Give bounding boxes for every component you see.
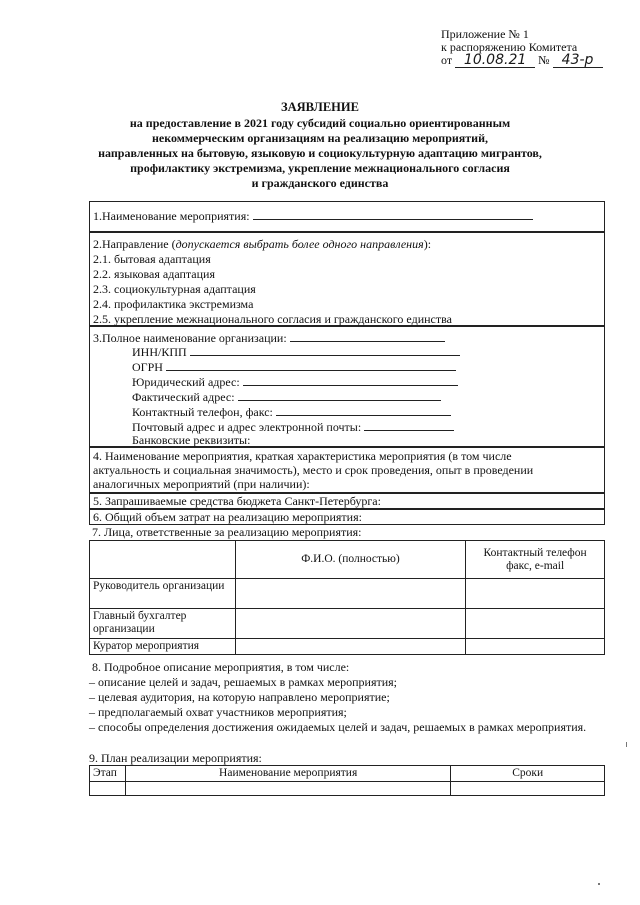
section-4-line-1: 4. Наименование мероприятия, краткая характеристика мероприятия (в том числе [93, 449, 512, 463]
field-blank[interactable] [364, 419, 454, 431]
section-1-label: 1.Наименование мероприятия: [93, 209, 250, 223]
contact-cell[interactable] [466, 579, 605, 609]
section-4-line-2: актуальность и социальная значимость), место и срок проведения, опыт в проведении [93, 463, 534, 477]
direction-item[interactable]: 2.2. языковая адаптация [93, 267, 215, 281]
approval-line-1: Приложение № 1 [441, 27, 529, 41]
direction-item[interactable]: 2.3. социокультурная адаптация [93, 282, 256, 296]
table-row [90, 782, 605, 796]
section-1-line [93, 208, 533, 224]
table-row [90, 609, 605, 639]
table-row [90, 639, 605, 655]
approval-date-line [441, 54, 603, 68]
title-line-3: направленных на бытовую, языковую и социокультурную адаптацию мигрантов, [98, 146, 542, 160]
section-4-box [89, 447, 605, 493]
section-2-box [89, 232, 605, 326]
field-blank[interactable] [243, 374, 458, 386]
description-item: – предполагаемый охват участников мероприятия; [89, 705, 347, 719]
section-2-heading [93, 237, 431, 252]
header-cell-event-name: Наименование мероприятия [125, 766, 450, 782]
role-cell: Главный бухгалтер организации [90, 609, 236, 639]
role-cell: Куратор мероприятия [90, 639, 236, 655]
field-label: Юридический адрес: [132, 375, 240, 389]
org-name-blank[interactable] [290, 330, 445, 342]
description-item: – целевая аудитория, на которую направлено мероприятие; [89, 690, 390, 704]
field-blank[interactable] [190, 344, 460, 356]
direction-item[interactable]: 2.5. укрепление межнационального согласия и гражданского единства [93, 312, 452, 326]
field-label: Почтовый адрес и адрес электронной почты: [132, 420, 362, 434]
section-6-label: 6. Общий объем затрат на реализацию мероприятия: [93, 510, 362, 524]
stage-cell[interactable] [90, 782, 126, 796]
field-legal-address [132, 374, 458, 390]
field-blank[interactable] [166, 359, 456, 371]
fio-cell[interactable] [235, 579, 465, 609]
title-line-2: некоммерческим организациям на реализацию мероприятий, [151, 131, 489, 145]
field-label: ОГРН [132, 360, 163, 374]
section-2-note: допускается выбрать более одного направления [175, 237, 424, 251]
description-item: – описание целей и задач, решаемых в рамках мероприятия; [89, 675, 398, 689]
responsible-persons-table [89, 540, 605, 655]
title-line-1: на предоставление в 2021 году субсидий социально ориентированным [129, 116, 511, 130]
scan-speck [598, 883, 600, 885]
field-ogrn [132, 359, 456, 375]
field-label: Банковские реквизиты: [132, 433, 251, 447]
section-2-label: 2.Направление ( [93, 237, 176, 251]
field-phone-fax [132, 404, 451, 420]
section-5-box [89, 493, 605, 509]
event-name-blank[interactable] [253, 208, 533, 220]
direction-item[interactable]: 2.4. профилактика экстремизма [93, 297, 254, 311]
description-item: – способы определения достижения ожидаемых целей и задач, решаемых в рамках мероприятия. [89, 720, 587, 734]
contact-cell[interactable] [466, 609, 605, 639]
section-9-label: 9. План реализации мероприятия: [89, 751, 262, 765]
title-line-5: и гражданского единства [251, 176, 389, 190]
document-heading: ЗАЯВЛЕНИЕ [281, 100, 359, 114]
header-cell-deadlines: Сроки [451, 766, 605, 782]
section-3-label: 3.Полное наименование организации: [93, 331, 287, 345]
role-cell: Руководитель организации [90, 579, 236, 609]
section-7-label: 7. Лица, ответственные за реализацию мероприятия: [92, 525, 362, 539]
scan-speck [626, 742, 627, 747]
table-header-row [90, 766, 605, 782]
title-line-4: профилактику экстремизма, укрепление межнационального согласия [130, 161, 510, 175]
section-2-label-end: ): [423, 237, 432, 251]
field-label: Контактный телефон, факс: [132, 405, 273, 419]
field-blank[interactable] [276, 404, 451, 416]
approval-line-2: к распоряжению Комитета [441, 40, 578, 54]
implementation-plan-table [89, 765, 605, 796]
header-cell-stage: Этап [90, 766, 126, 782]
field-bank-details [132, 433, 250, 448]
section-5-label: 5. Запрашиваемые средства бюджета Санкт-Петербурга: [93, 494, 381, 508]
field-inn-kpp [132, 344, 460, 360]
contact-cell[interactable] [466, 639, 605, 655]
direction-item[interactable]: 2.1. бытовая адаптация [93, 252, 211, 266]
date-prefix: от [441, 53, 453, 67]
section-6-box [89, 509, 605, 525]
fio-cell[interactable] [235, 639, 465, 655]
table-header-row [90, 541, 605, 579]
header-cell-fio: Ф.И.О. (полностью) [235, 541, 465, 579]
table-row [90, 579, 605, 609]
section-1-box [89, 201, 605, 232]
event-name-cell[interactable] [125, 782, 450, 796]
handwritten-number: 43-р [553, 54, 603, 68]
section-4-line-3: аналогичных мероприятий (при наличии): [93, 477, 310, 491]
fio-cell[interactable] [235, 609, 465, 639]
field-blank[interactable] [238, 389, 441, 401]
number-prefix: № [538, 53, 550, 67]
section-3-box [89, 326, 605, 447]
field-label: Фактический адрес: [132, 390, 235, 404]
header-cell-contact: Контактный телефон факс, e-mail [466, 541, 605, 579]
approval-block [441, 28, 603, 68]
handwritten-date: 10.08.21 [455, 54, 535, 68]
deadline-cell[interactable] [451, 782, 605, 796]
field-label: ИНН/КПП [132, 345, 187, 359]
header-cell [90, 541, 236, 579]
section-8-label: 8. Подробное описание мероприятия, в том числе: [92, 660, 350, 674]
field-actual-address [132, 389, 441, 405]
